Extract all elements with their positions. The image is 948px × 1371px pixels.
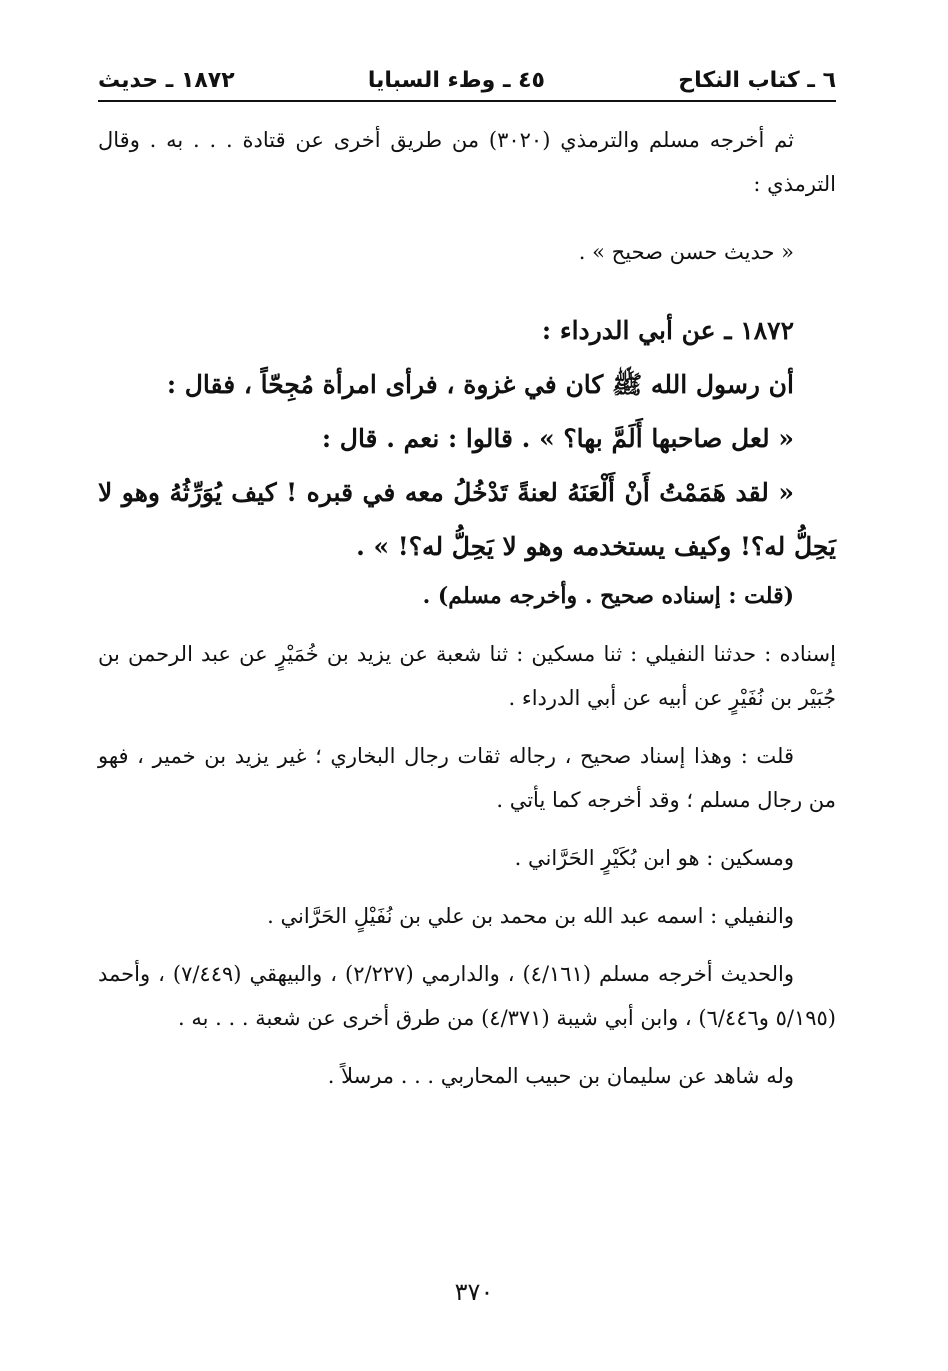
paragraph-takhrij-tirmidhi: ثم أخرجه مسلم والترمذي (٣٠٢٠) من طريق أخرى عن قتادة . . . به . وقال الترمذي : <box>98 128 836 196</box>
matn-grading: (قلت : إسناده صحيح . وأخرجه مسلم) . <box>422 583 794 609</box>
paragraph-isnad-assessment: قلت : وهذا إسناد صحيح ، رجاله ثقات رجال البخاري ؛ غير يزيد بن خمير ، فهو من رجال مسلم ؛ وقد أخرجه كما يأتي . <box>98 744 836 812</box>
hadith-heading: ١٨٧٢ ـ عن أبي الدرداء : <box>541 316 794 345</box>
matn-line-2: « لعل صاحبها أَلَمَّ بها؟ » . قالوا : نعم . قال : <box>321 424 794 453</box>
paragraph-miskin: ومسكين : هو ابن بُكَيْرٍ الحَرَّاني . <box>514 846 794 870</box>
header-chapter: ٦ ـ كتاب النكاح <box>678 67 836 93</box>
paragraph-isnad: إسناده : حدثنا النفيلي : ثنا مسكين : ثنا شعبة عن يزيد بن خُمَيْرٍ عن عبد الرحمن بن جُبَيْر بن نُفَيْرٍ عن أبيه عن أبي الدرداء . <box>98 642 836 710</box>
running-header <box>98 60 836 102</box>
header-section: ٤٥ ـ وطء السبايا <box>367 67 545 93</box>
paragraph-shahid: وله شاهد عن سليمان بن حبيب المحاربي . . . مرسلاً . <box>327 1064 794 1088</box>
matn-line-3: « لقد هَمَمْتُ أَنْ أَلْعَنَهُ لعنةً تَدْخُلُ معه في قبره ! كيف يُوَرِّثُهُ وهو لا يَحِلُّ له؟! وكيف يستخدمه وهو لا يَحِلُّ له؟! » . <box>98 478 836 561</box>
header-hadith-number: ١٨٧٢ ـ حديث <box>98 67 235 93</box>
matn-line-1: أن رسول الله ﷺ كان في غزوة ، فرأى امرأة مُجِحّاً ، فقال : <box>166 370 794 399</box>
page-body <box>98 118 836 1098</box>
paragraph-tirmidhi-grading: « حديث حسن صحيح » . <box>578 240 794 264</box>
page-number: ٣٧٠ <box>454 1278 494 1306</box>
paragraph-nufayli: والنفيلي : اسمه عبد الله بن محمد بن علي بن نُفَيْلٍ الحَرَّاني . <box>267 904 794 928</box>
paragraph-takhrij: والحديث أخرجه مسلم (٤/١٦١) ، والدارمي (٢/٢٢٧) ، والبيهقي (٧/٤٤٩) ، وأحمد (٥/١٩٥ و٦/٤٤٦) ، وابن أبي شيبة (٤/٣٧١) من طرق أخرى عن شعبة . . . به . <box>98 962 836 1030</box>
